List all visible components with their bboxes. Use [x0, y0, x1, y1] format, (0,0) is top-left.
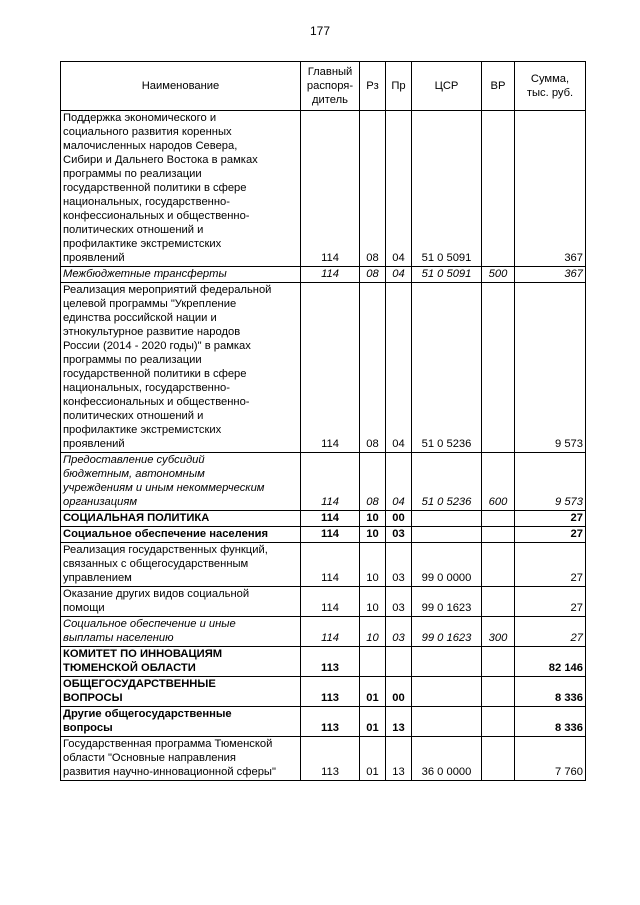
- row-pr: 13: [386, 707, 412, 737]
- row-name-line: России (2014 - 2020 годы)" в рамках: [63, 340, 251, 352]
- row-name-line: национальных, государственно-: [63, 196, 230, 208]
- row-sum: 8 336: [515, 707, 586, 737]
- row-vr: 500: [482, 267, 515, 283]
- header-rz: Рз: [360, 62, 386, 111]
- row-chief: 113: [301, 677, 360, 707]
- row-rz: [360, 647, 386, 677]
- row-csr: 99 0 1623: [412, 587, 482, 617]
- header-sum-line: тыс. руб.: [526, 87, 574, 99]
- row-vr: [482, 111, 515, 267]
- row-sum: 8 336: [515, 677, 586, 707]
- row-rz: 01: [360, 677, 386, 707]
- row-pr: 03: [386, 543, 412, 587]
- row-rz: 10: [360, 511, 386, 527]
- header-sum-line: Сумма,: [530, 73, 570, 85]
- row-name-line: ОБЩЕГОСУДАРСТВЕННЫЕ: [63, 678, 216, 690]
- row-name-line: Межбюджетные трансферты: [63, 268, 227, 280]
- header-pr: Пр: [386, 62, 412, 111]
- row-pr: 04: [386, 453, 412, 511]
- row-csr: 99 0 1623: [412, 617, 482, 647]
- row-pr: 03: [386, 617, 412, 647]
- row-rz: 10: [360, 543, 386, 587]
- row-name-line: политических отношений и: [63, 224, 204, 236]
- row-name: [61, 283, 301, 453]
- row-vr: [482, 587, 515, 617]
- row-chief: 113: [301, 647, 360, 677]
- row-rz: 10: [360, 587, 386, 617]
- row-name: [61, 453, 301, 511]
- row-name-line: помощи: [63, 602, 105, 614]
- row-csr: 51 0 5236: [412, 283, 482, 453]
- row-sum: 367: [515, 267, 586, 283]
- table-row: [61, 511, 586, 527]
- header-csr: ЦСР: [412, 62, 482, 111]
- row-chief: 114: [301, 511, 360, 527]
- row-vr: [482, 511, 515, 527]
- row-vr: [482, 647, 515, 677]
- header-chief-line: распоря-: [306, 80, 354, 92]
- table-row: [61, 453, 586, 511]
- row-name-line: профилактике экстремистских: [63, 238, 222, 250]
- row-name-line: Оказание других видов социальной: [63, 588, 250, 600]
- row-csr: [412, 707, 482, 737]
- row-sum: 27: [515, 511, 586, 527]
- row-name: [61, 587, 301, 617]
- row-rz: 10: [360, 527, 386, 543]
- row-csr: 51 0 5091: [412, 267, 482, 283]
- row-chief: 113: [301, 707, 360, 737]
- row-sum: 27: [515, 587, 586, 617]
- row-pr: 03: [386, 527, 412, 543]
- row-name-line: малочисленных народов Севера,: [63, 140, 238, 152]
- row-name: [61, 647, 301, 677]
- row-csr: [412, 527, 482, 543]
- row-vr: [482, 677, 515, 707]
- header-name: Наименование: [61, 62, 301, 111]
- row-pr: [386, 647, 412, 677]
- row-sum: 27: [515, 543, 586, 587]
- table-row: [61, 707, 586, 737]
- row-chief: 114: [301, 617, 360, 647]
- header-chief-line: дитель: [312, 94, 348, 106]
- row-name-line: Другие общегосударственные: [63, 708, 232, 720]
- row-name-line: Сибири и Дальнего Востока в рамках: [63, 154, 258, 166]
- row-name: [61, 677, 301, 707]
- row-csr: [412, 677, 482, 707]
- table-row: [61, 677, 586, 707]
- row-name-line: связанных с общегосударственным: [63, 558, 249, 570]
- row-name-line: Реализация мероприятий федеральной: [63, 284, 272, 296]
- row-sum: 9 573: [515, 283, 586, 453]
- row-chief: 113: [301, 737, 360, 781]
- row-rz: 08: [360, 111, 386, 267]
- row-name-line: конфессиональных и общественно-: [63, 210, 250, 222]
- table-row: [61, 737, 586, 781]
- row-csr: 36 0 0000: [412, 737, 482, 781]
- row-name-line: развития научно-инновационной сферы": [63, 766, 276, 778]
- row-vr: 600: [482, 453, 515, 511]
- row-csr: 99 0 0000: [412, 543, 482, 587]
- row-name: [61, 267, 301, 283]
- row-sum: 367: [515, 111, 586, 267]
- table-row: [61, 543, 586, 587]
- row-name-line: ВОПРОСЫ: [63, 692, 123, 704]
- row-vr: [482, 737, 515, 781]
- row-name-line: Предоставление субсидий: [63, 454, 205, 466]
- row-pr: 04: [386, 283, 412, 453]
- row-name-line: национальных, государственно-: [63, 382, 230, 394]
- row-name-line: СОЦИАЛЬНАЯ ПОЛИТИКА: [63, 512, 210, 524]
- row-name-line: Поддержка экономического и: [63, 112, 217, 124]
- row-name-line: социального развития коренных: [63, 126, 232, 138]
- header-sum: [515, 62, 586, 111]
- row-name-line: Государственная программа Тюменской: [63, 738, 273, 750]
- table-row: [61, 617, 586, 647]
- page-number: 177: [309, 24, 331, 38]
- row-name-line: организациям: [63, 496, 137, 508]
- row-csr: [412, 511, 482, 527]
- header-chief: [301, 62, 360, 111]
- row-csr: 51 0 5236: [412, 453, 482, 511]
- row-name-line: управлением: [63, 572, 132, 584]
- row-rz: 08: [360, 267, 386, 283]
- row-name-line: государственной политики в сфере: [63, 182, 247, 194]
- table-row: [61, 527, 586, 543]
- row-rz: 01: [360, 707, 386, 737]
- row-sum: 27: [515, 617, 586, 647]
- row-vr: [482, 527, 515, 543]
- header-chief-line: Главный: [307, 66, 353, 78]
- header-vr: ВР: [482, 62, 515, 111]
- row-name-line: программы по реализации: [63, 168, 202, 180]
- row-rz: 01: [360, 737, 386, 781]
- row-rz: 10: [360, 617, 386, 647]
- row-sum: 82 146: [515, 647, 586, 677]
- row-name: [61, 527, 301, 543]
- row-name-line: единства российской нации и: [63, 312, 217, 324]
- row-name-line: конфессиональных и общественно-: [63, 396, 250, 408]
- row-chief: 114: [301, 527, 360, 543]
- row-pr: 04: [386, 111, 412, 267]
- row-name-line: вопросы: [63, 722, 113, 734]
- row-name: [61, 511, 301, 527]
- row-vr: [482, 283, 515, 453]
- row-name-line: выплаты населению: [63, 632, 174, 644]
- row-name-line: Реализация государственных функций,: [63, 544, 268, 556]
- row-name-line: бюджетным, автономным: [63, 468, 205, 480]
- row-name: [61, 543, 301, 587]
- row-name-line: целевой программы "Укрепление: [63, 298, 237, 310]
- row-name: [61, 707, 301, 737]
- row-name: [61, 737, 301, 781]
- row-name-line: профилактике экстремистских: [63, 424, 222, 436]
- row-name-line: государственной политики в сфере: [63, 368, 247, 380]
- row-chief: 114: [301, 111, 360, 267]
- row-chief: 114: [301, 587, 360, 617]
- row-vr: [482, 543, 515, 587]
- row-pr: 00: [386, 511, 412, 527]
- row-csr: [412, 647, 482, 677]
- row-chief: 114: [301, 453, 360, 511]
- row-chief: 114: [301, 283, 360, 453]
- budget-table: [60, 61, 586, 781]
- row-chief: 114: [301, 267, 360, 283]
- row-name-line: проявлений: [63, 252, 125, 264]
- table-row: [61, 647, 586, 677]
- row-name: [61, 617, 301, 647]
- table-body: [61, 111, 586, 781]
- row-name-line: области "Основные направления: [63, 752, 236, 764]
- row-rz: 08: [360, 283, 386, 453]
- header-row: [61, 62, 586, 111]
- row-name-line: этнокультурное развитие народов: [63, 326, 241, 338]
- row-sum: 7 760: [515, 737, 586, 781]
- row-name-line: КОМИТЕТ ПО ИННОВАЦИЯМ: [63, 648, 223, 660]
- row-name-line: Социальное обеспечение и иные: [63, 618, 236, 630]
- row-pr: 03: [386, 587, 412, 617]
- row-pr: 04: [386, 267, 412, 283]
- row-vr: 300: [482, 617, 515, 647]
- row-pr: 13: [386, 737, 412, 781]
- table-row: [61, 267, 586, 283]
- row-name-line: учреждениям и иным некоммерческим: [63, 482, 265, 494]
- row-name-line: политических отношений и: [63, 410, 204, 422]
- row-name: [61, 111, 301, 267]
- row-sum: 27: [515, 527, 586, 543]
- row-rz: 08: [360, 453, 386, 511]
- row-name-line: программы по реализации: [63, 354, 202, 366]
- row-name-line: Социальное обеспечение населения: [63, 528, 268, 540]
- row-csr: 51 0 5091: [412, 111, 482, 267]
- row-pr: 00: [386, 677, 412, 707]
- table-row: [61, 283, 586, 453]
- table-row: [61, 587, 586, 617]
- row-sum: 9 573: [515, 453, 586, 511]
- row-name-line: ТЮМЕНСКОЙ ОБЛАСТИ: [63, 662, 196, 674]
- row-name-line: проявлений: [63, 438, 125, 450]
- row-chief: 114: [301, 543, 360, 587]
- table-row: [61, 111, 586, 267]
- row-vr: [482, 707, 515, 737]
